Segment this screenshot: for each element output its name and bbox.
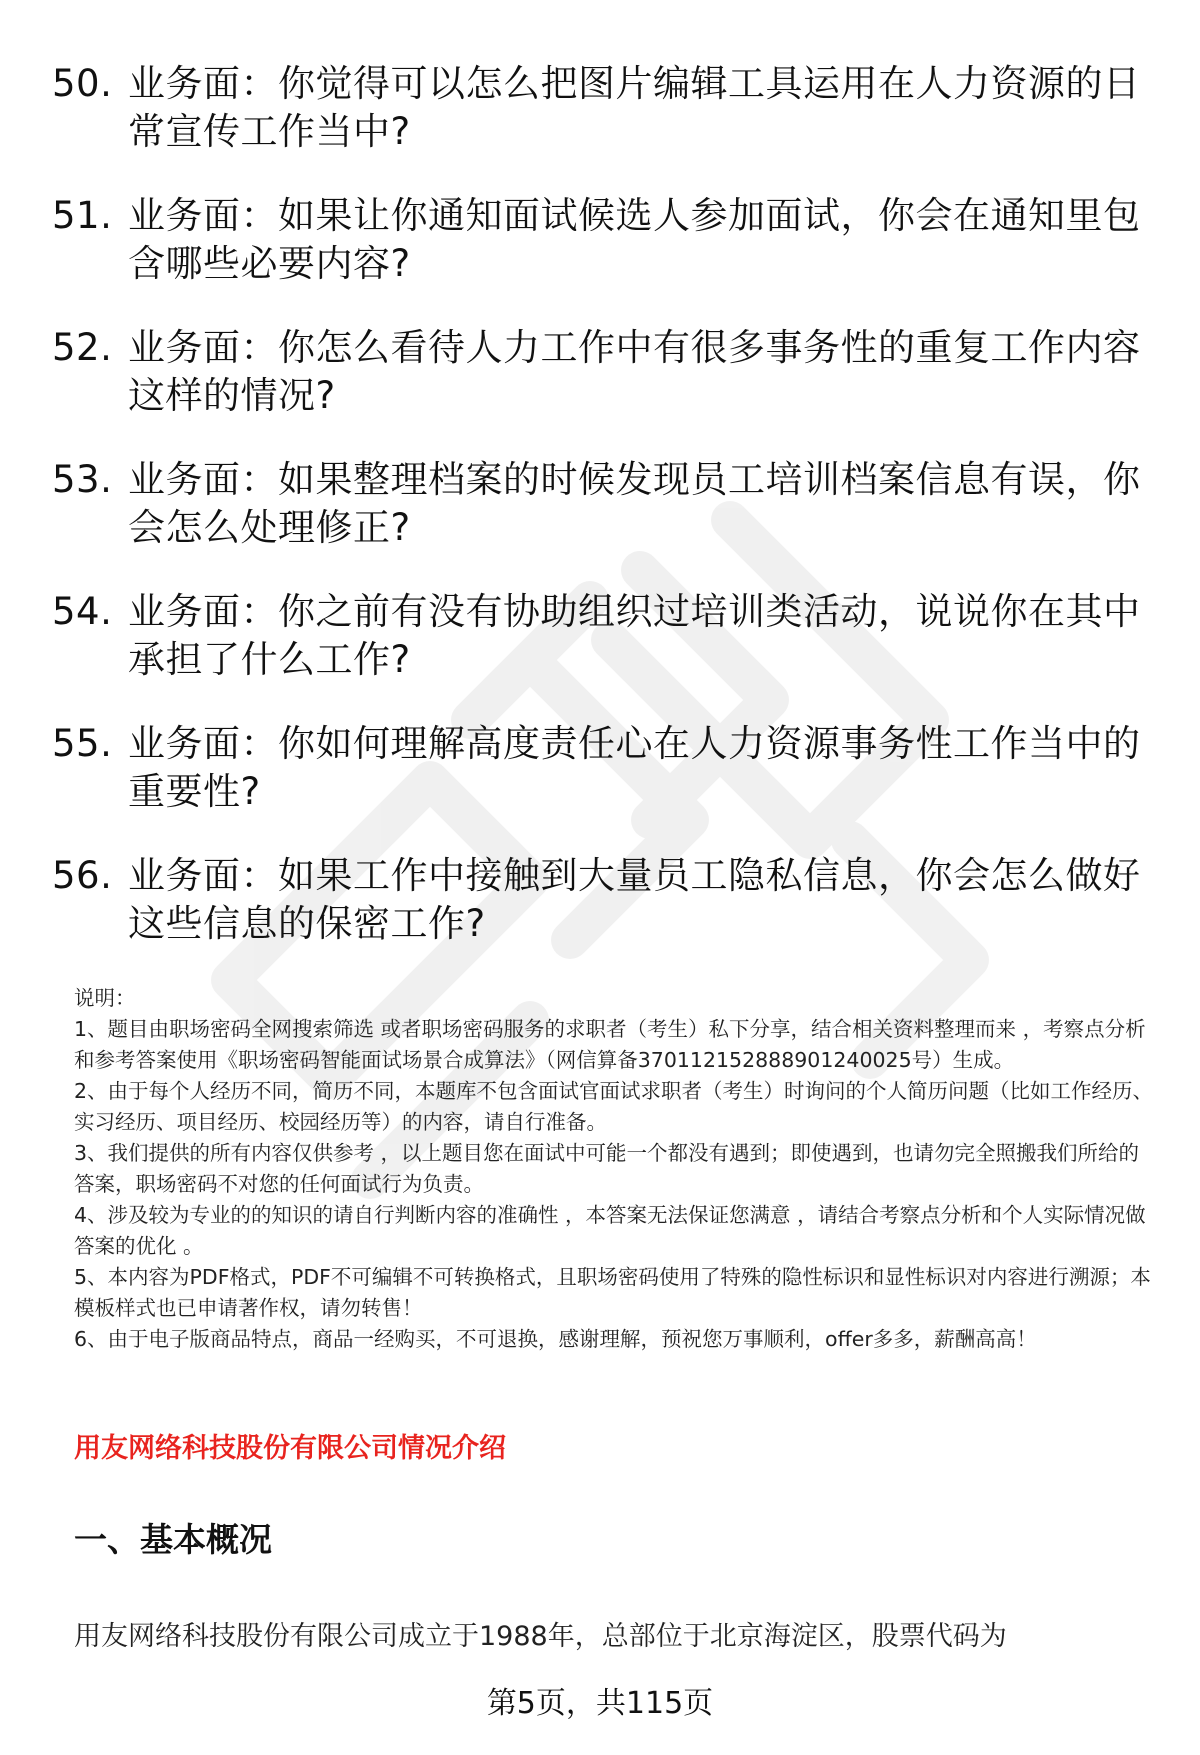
notes-heading: 说明： [74,986,136,1010]
note-item: 5、本内容为PDF格式，PDF不可编辑不可转换格式，且职场密码使用了特殊的隐性标识和显性标识对内容进行溯源；本模板样式也已申请著作权，请勿转售！ [74,1265,1151,1320]
question-text: 业务面：你如何理解高度责任心在人力资源事务性工作当中的重要性? [128,722,1141,813]
company-intro-title: 用友网络科技股份有限公司情况介绍 [74,1433,506,1464]
question-item [52,852,1142,948]
question-number: 55. [52,722,113,765]
notes-section [74,983,1154,1355]
question-item [52,324,1142,420]
question-list [52,60,1142,984]
question-number: 54. [52,590,113,633]
question-text: 业务面：你之前有没有协助组织过培训类活动，说说你在其中承担了什么工作? [128,590,1141,681]
question-number: 53. [52,458,113,501]
question-item [52,588,1142,684]
question-text: 业务面：如果工作中接触到大量员工隐私信息，你会怎么做好这些信息的保密工作? [128,854,1141,945]
question-text: 业务面：你怎么看待人力工作中有很多事务性的重复工作内容这样的情况? [128,326,1141,417]
note-item: 3、我们提供的所有内容仅供参考 ，以上题目您在面试中可能一个都没有遇到；即使遇到，也请勿完全照搬我们所给的答案，职场密码不对您的任何面试行为负责。 [74,1141,1140,1196]
question-number: 52. [52,326,113,369]
note-item: 2、由于每个人经历不同，简历不同，本题库不包含面试官面试求职者（考生）时询问的个人简历问题（比如工作经历、实习经历、项目经历、校园经历等）的内容，请自行准备。 [74,1079,1154,1134]
page-number: 第5页，共115页 [486,1686,714,1721]
question-item [52,720,1142,816]
question-text: 业务面：如果让你通知面试候选人参加面试，你会在通知里包含哪些必要内容? [128,194,1141,285]
section-heading: 一、基本概况 [74,1520,272,1559]
question-item [52,456,1142,552]
note-item: 1、题目由职场密码全网搜索筛选 或者职场密码服务的求职者（考生）私下分享，结合相关资料整理而来 ，考察点分析和参考答案使用《职场密码智能面试场景合成算法》（网信算备370112152888901240025号）生成。 [74,1017,1146,1072]
note-item: 4、涉及较为专业的的知识的请自行判断内容的准确性 ，本答案无法保证您满意 ，请结合考察点分析和个人实际情况做答案的优化 。 [74,1203,1146,1258]
note-item: 6、由于电子版商品特点，商品一经购买，不可退换，感谢理解，预祝您万事顺利，offer多多，薪酬高高！ [74,1327,1037,1351]
body-paragraph: 用友网络科技股份有限公司成立于1988年，总部位于北京海淀区，股票代码为 [74,1621,1007,1652]
question-item [52,192,1142,288]
question-number: 50. [52,62,113,105]
question-text: 业务面：如果整理档案的时候发现员工培训档案信息有误，你会怎么处理修正? [128,458,1141,549]
question-item [52,60,1142,156]
question-text: 业务面：你觉得可以怎么把图片编辑工具运用在人力资源的日常宣传工作当中? [128,62,1141,153]
question-number: 56. [52,854,113,897]
question-number: 51. [52,194,113,237]
